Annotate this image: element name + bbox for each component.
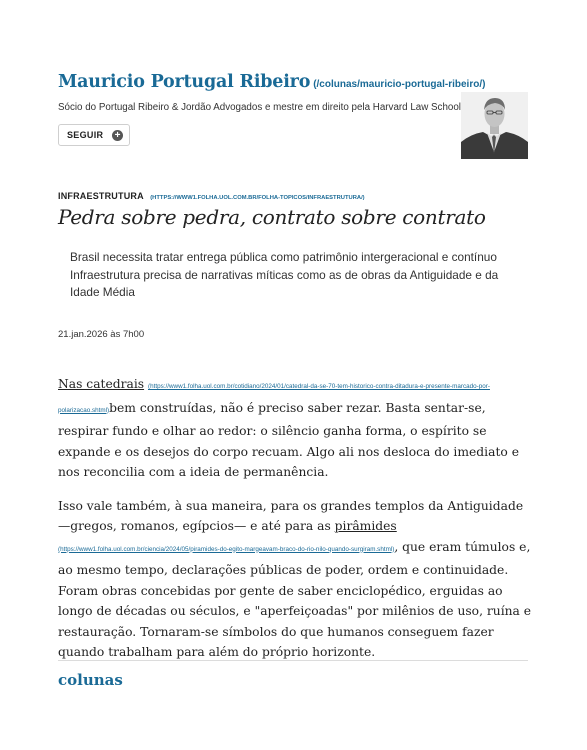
follow-label: SEGUIR [67, 130, 104, 140]
paragraph-1-text: bem construídas, não é preciso saber rezar. Basta sentar-se, respirar fundo e olhar ao redor: o silêncio ganha forma, o espírito se expande e os desejos do corpo recuam. Algo ali nos desloca do imediato e nos reconcilia com a ideia de permanência. [58, 400, 519, 479]
subtitle-2: Infraestrutura precisa de narrativas míticas como as de obras da Antiguidade e da Idade Média [70, 267, 499, 299]
author-line [58, 72, 485, 92]
author-bio: Sócio do Portugal Ribeiro & Jordão Advogados e mestre em direito pela Harvard Law School [58, 102, 461, 113]
piramides-link-url[interactable]: (https://www1.folha.uol.com.br/ciencia/2024/05/piramides-do-egito-margeavam-braco-do-rio-nilo-quando-surgiram.shtml) [58, 545, 395, 553]
kicker [58, 186, 365, 204]
section-link-colunas[interactable]: colunas [58, 671, 123, 689]
paragraph-2 [58, 496, 532, 663]
paragraph-2-text-before: Isso vale também, à sua maneira, para os grandes templos da Antiguidade —gregos, romanos, egípcios— e até para as [58, 498, 524, 533]
paragraph-1 [58, 374, 532, 483]
author-avatar [461, 92, 528, 159]
piramides-link[interactable]: pirâmides [334, 519, 397, 533]
catedrais-link[interactable]: Nas catedrais [58, 377, 145, 391]
subtitles [70, 249, 530, 302]
subtitle-1: Brasil necessita tratar entrega pública como patrimônio intergeracional e contínuo [70, 250, 497, 264]
article-body [58, 374, 532, 676]
section-divider [58, 660, 528, 661]
author-name-link[interactable]: Mauricio Portugal Ribeiro [58, 72, 311, 92]
author-header [58, 72, 528, 162]
catedrais-link-url[interactable]: (https://www1.folha.uol.com.br/cotidiano/2024/01/catedral-da-se-70-tem-historico-contra-ditadura-e-presente-marcado-por-polarizacao.shtml) [58, 383, 490, 414]
kicker-label[interactable]: INFRAESTRUTURA [58, 191, 144, 201]
author-url[interactable]: (/colunas/mauricio-portugal-ribeiro/) [313, 79, 486, 90]
author-photo [461, 92, 528, 159]
follow-button[interactable] [58, 124, 130, 146]
plus-circle-icon: + [112, 130, 123, 141]
headline: Pedra sobre pedra, contrato sobre contrato [58, 205, 486, 229]
kicker-url[interactable]: (HTTPS://WWW1.FOLHA.UOL.COM.BR/FOLHA-TOPICOS/INFRAESTRUTURA/) [150, 195, 365, 201]
publish-date: 21.jan.2026 às 7h00 [58, 329, 145, 340]
paragraph-2-text-after: , que eram túmulos e, ao mesmo tempo, declarações públicas de poder, ordem e continuidade. Foram obras concebidas por gente de saber enciclopédico, erguidas ao longo de décadas ou séculos, e "aperfeiçoadas" por milênios de uso, ruína e restauração. Tornaram-se símbolos do que humanos conseguem fazer quando trabalham para além do próprio horizonte. [58, 539, 532, 659]
